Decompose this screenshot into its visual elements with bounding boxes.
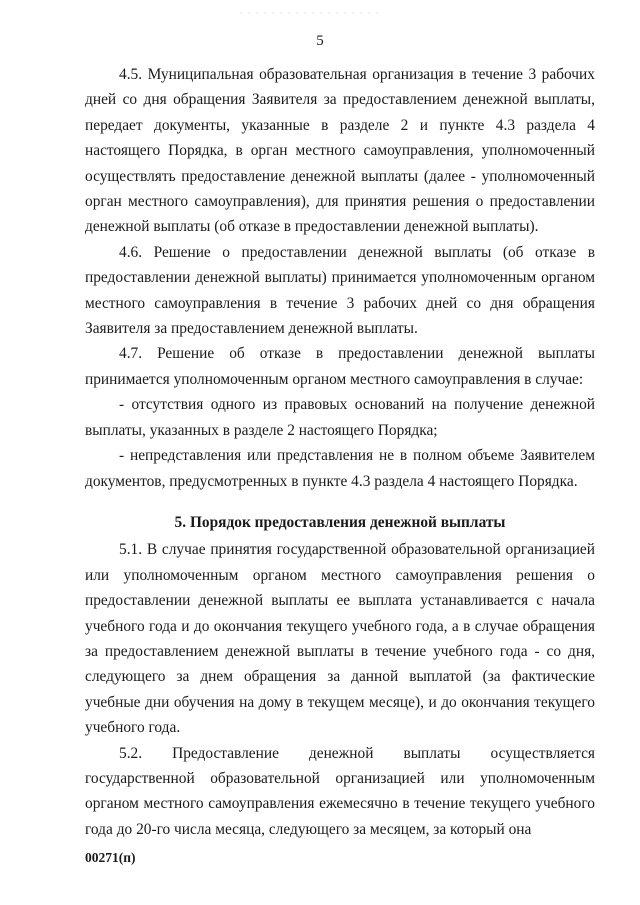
paragraph-4-7: 4.7. Решение об отказе в предоставлении денежной выплаты принимается уполномоченным органом местного самоуправления в случае:: [85, 345, 595, 388]
paragraph-5-1: 5.1. В случае принятия государственной образовательной организацией или уполномоченным органом местного самоуправления решения о предоставлении денежной выплаты ее выплата устанавливается с начала учебного года и до окончания текущего учебного года, а в случае обращения за предоставлением денежной выплаты в течение учебного года - со дня, следующего за днем обращения за данной выплатой (за фактические учебные дни обучения на дому в текущем месяце), и до окончания текущего учебного года.: [85, 541, 595, 737]
paragraph-4-7-item-1: - отсутствия одного из правовых оснований на получение денежной выплаты, указанных в разделе 2 настоящего Порядка;: [85, 396, 595, 439]
section-heading: 5. Порядок предоставления денежной выплаты: [174, 513, 506, 531]
paragraph-4-5: 4.5. Муниципальная образовательная организация в течение 3 рабочих дней со дня обращения Заявителя за предоставлением денежной выплаты, передает документы, указанные в разделе 2 и пункте 4.3 раздела 4 настоящего Порядка, в орган местного самоуправления, уполномоченный осуществлять предоставление денежной выплаты (далее - уполномоченный орган местного самоуправления), для принятия решения о предоставлении денежной выплаты (об отказе в предоставлении денежной выплаты).: [85, 66, 595, 236]
paragraph-4-6: 4.6. Решение о предоставлении денежной выплаты (об отказе в предоставлении денежной выплаты) принимается уполномоченным органом местного самоуправления в течение 3 рабочих дней со дня обращения Заявителя за предоставлением денежной выплаты.: [85, 243, 595, 338]
paragraph-4-7-item-2: - непредставления или представления не в полном объеме Заявителем документов, предусмотренных в пункте 4.3 раздела 4 настоящего Порядка.: [85, 447, 595, 490]
scan-artifact: [240, 8, 380, 18]
document-code: 00271(п): [85, 850, 136, 865]
page-number: 5: [316, 33, 324, 49]
paragraph-5-2: 5.2. Предоставление денежной выплаты осуществляется государственной образовательной организацией или уполномоченным органом местного самоуправления ежемесячно в течение текущего учебного года до 20-го числа месяца, следующего за месяцем, за который она: [85, 744, 595, 838]
document-body: [85, 62, 595, 842]
